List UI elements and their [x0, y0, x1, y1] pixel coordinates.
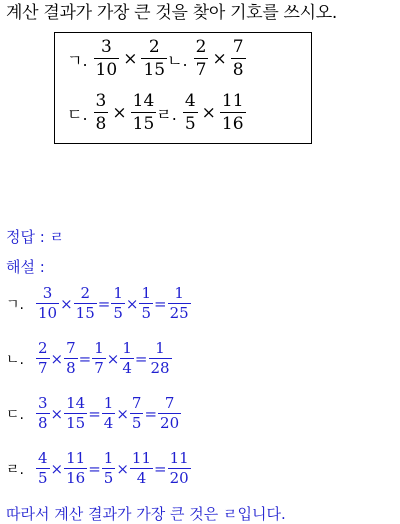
fraction: $\frac{2}{15}$: [75, 284, 95, 322]
problem-box: [54, 32, 312, 144]
fraction: $\frac{11}{4}$: [131, 449, 152, 487]
times-sign: ×: [112, 103, 127, 123]
equals-sign: =: [154, 294, 167, 313]
fraction: $\frac{3}{10}$: [38, 284, 58, 322]
equals-sign: =: [154, 459, 167, 478]
fraction: $\frac{2}{7}$: [195, 37, 207, 80]
fraction: $\frac{1}{4}$: [122, 339, 132, 377]
fraction: $\frac{2}{15}$: [143, 37, 166, 80]
solution-row-1: [6, 286, 191, 321]
times-sign: ×: [123, 49, 138, 69]
fraction: $\frac{1}{5}$: [113, 284, 123, 322]
fraction: $\frac{7}{5}$: [131, 394, 142, 432]
fraction: $\frac{3}{10}$: [95, 37, 118, 80]
answer-line: 정답 : ㄹ: [6, 228, 65, 246]
fraction: $\frac{2}{7}$: [38, 339, 48, 377]
times-sign: ×: [60, 294, 73, 313]
times-sign: ×: [106, 349, 120, 368]
equals-sign: =: [88, 404, 101, 423]
fraction: $\frac{11}{16}$: [221, 91, 244, 134]
problem-label: ㄱ.: [67, 50, 88, 70]
fraction: $\frac{4}{5}$: [38, 449, 48, 487]
fraction: $\frac{7}{8}$: [66, 339, 76, 377]
fraction: $\frac{3}{8}$: [38, 394, 48, 432]
equals-sign: =: [144, 404, 158, 423]
solution-row-3: [6, 396, 181, 431]
fraction: $\frac{11}{16}$: [66, 449, 86, 487]
problem-row-1: [67, 39, 246, 79]
fraction: $\frac{1}{7}$: [94, 339, 104, 377]
result-fraction: $\frac{1}{28}$: [150, 339, 170, 377]
solution-label: ㄹ.: [6, 461, 24, 478]
equals-sign: =: [97, 294, 111, 313]
times-sign: ×: [116, 459, 129, 478]
solution-label: ㄷ.: [6, 406, 24, 423]
solution-label: ㄱ.: [6, 296, 24, 313]
times-sign: ×: [50, 459, 64, 478]
times-sign: ×: [50, 404, 64, 423]
times-sign: ×: [125, 294, 139, 313]
fraction: $\frac{1}{5}$: [141, 284, 152, 322]
fraction: $\frac{1}{4}$: [103, 394, 114, 432]
times-sign: ×: [116, 404, 129, 423]
problem-label: ㄴ.: [167, 50, 188, 70]
problem-label: ㄷ.: [67, 104, 88, 124]
fraction: $\frac{7}{8}$: [232, 37, 244, 80]
equals-sign: =: [78, 349, 92, 368]
times-sign: ×: [201, 103, 216, 123]
result-fraction: $\frac{7}{20}$: [160, 394, 180, 432]
problem-row-2: [67, 93, 246, 133]
fraction: $\frac{1}{5}$: [103, 449, 114, 487]
result-fraction: $\frac{11}{20}$: [169, 449, 189, 487]
fraction: $\frac{3}{8}$: [95, 91, 107, 134]
times-sign: ×: [50, 349, 64, 368]
solution-label: ㄴ.: [6, 351, 24, 368]
solution-row-4: [6, 451, 191, 486]
result-fraction: $\frac{1}{25}$: [169, 284, 189, 322]
times-sign: ×: [212, 49, 227, 69]
equals-sign: =: [134, 349, 148, 368]
problem-label: ㄹ.: [156, 104, 177, 124]
equals-sign: =: [88, 459, 101, 478]
conclusion-text: 따라서 계산 결과가 가장 큰 것은 ㄹ입니다.: [6, 505, 286, 523]
question-text: 계산 결과가 가장 큰 것을 찾아 기호를 쓰시오.: [6, 3, 338, 23]
explanation-heading: 해설 :: [6, 258, 45, 276]
solution-row-2: [6, 341, 172, 376]
fraction: $\frac{4}{5}$: [184, 91, 196, 134]
fraction: $\frac{14}{15}$: [66, 394, 86, 432]
fraction: $\frac{14}{15}$: [132, 91, 155, 134]
